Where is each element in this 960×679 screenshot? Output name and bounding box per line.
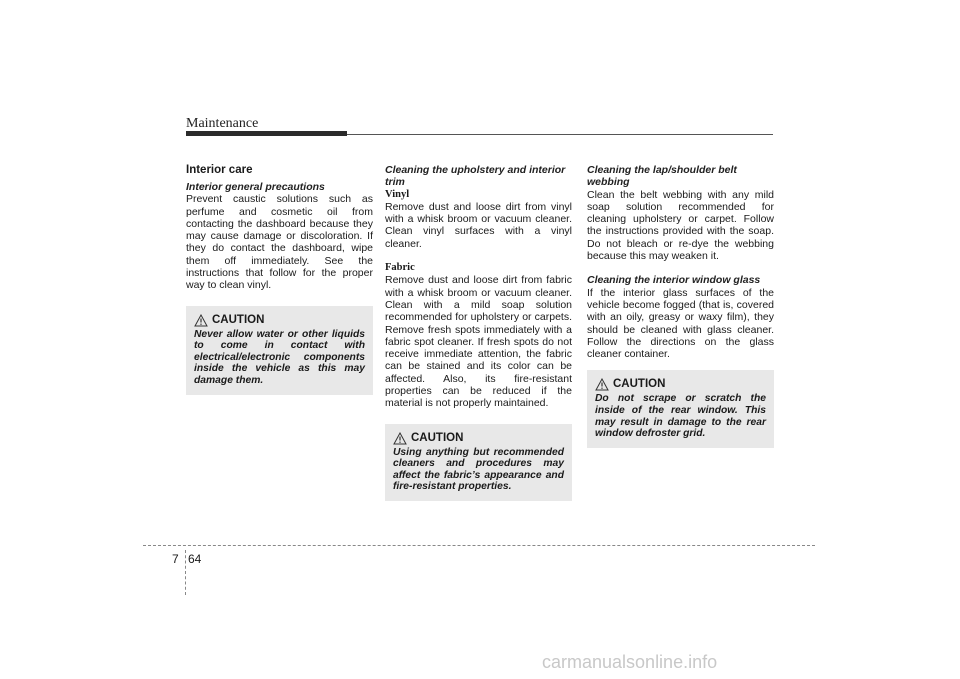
heading-fabric: Fabric (385, 262, 415, 274)
subheading-upholstery: Cleaning the upholstery and interior trim (385, 164, 566, 189)
watermark-text: carmanualsonline.info (542, 652, 718, 672)
caution-box-rear-window (587, 370, 774, 447)
subheading-belt-webbing: Cleaning the lap/shoulder belt webbing (587, 164, 737, 189)
caution-label: CAUTION (212, 313, 265, 326)
paragraph-vinyl: Remove dust and loose dirt from vinyl with a whisk broom or vacuum cleaner. Clean vinyl surfaces with a vinyl cleaner. (385, 200, 572, 250)
caution-text: Using anything but recommended cleaners and procedures may affect the fabric’s appearance and fire-resistant properties. (393, 446, 564, 493)
caution-text: Do not scrape or scratch the inside of the rear window. This may result in damage to the rear window defroster grid. (595, 393, 766, 440)
header-bar-accent (186, 131, 347, 136)
footer-rule (143, 545, 815, 546)
warning-triangle-icon (393, 432, 407, 445)
caution-box-cleaners (385, 424, 572, 501)
column-1 (186, 164, 373, 395)
caution-label: CAUTION (613, 378, 666, 391)
warning-triangle-icon (595, 378, 609, 391)
warning-triangle-icon (194, 314, 208, 327)
subheading-general-precautions: Interior general precautions (186, 181, 325, 193)
column-2 (385, 164, 572, 501)
heading-vinyl: Vinyl (385, 188, 410, 200)
paragraph-precautions: Prevent caustic solutions such as perfume and cosmetic oil from contacting the dashboard because they may cause damage or discoloration. If they do contact the dashboard, wipe them off immediately. See the instructions that follow for the proper way to clean vinyl. (186, 193, 373, 292)
caution-header (393, 432, 564, 445)
caution-label: CAUTION (411, 431, 464, 444)
caution-box-water (186, 306, 373, 395)
footer-divider (185, 550, 186, 595)
header-rule (347, 134, 773, 135)
chapter-number: 7 (172, 552, 179, 566)
column-3 (587, 164, 774, 448)
page-number: 64 (188, 552, 202, 566)
paragraph-fabric: Remove dust and loose dirt from fabric with a whisk broom or vacuum cleaner. Clean with a mild soap solution recommended for upholstery or carpets. Remove fresh spots immediately with a fabric spot cleaner. If fresh spots do not receive immediate attention, the fabric can be stained and its color can be affected. Also, its fire-resistant properties can be reduced if the material is not properly maintained. (385, 274, 572, 410)
caution-text: Never allow water or other liquids to come in contact with electrical/electronic components inside the vehicle as this may damage them. (194, 328, 365, 387)
page-header-title: Maintenance (186, 116, 259, 131)
subheading-window-glass: Cleaning the interior window glass (587, 274, 761, 287)
caution-header (194, 314, 365, 327)
section-title: Interior care (186, 164, 253, 176)
caution-header (595, 378, 766, 391)
paragraph-window-glass: If the interior glass surfaces of the vehicle become fogged (that is, covered with an oily, greasy or waxy film), they should be cleaned with glass cleaner. Follow the directions on the glass cleaner container. (587, 286, 774, 361)
paragraph-belt-webbing: Clean the belt webbing with any mild soap solution recommended for cleaning upholstery or carpet. Follow the instructions provided with the soap. Do not bleach or re-dye the webbing because this may weaken it. (587, 188, 774, 263)
